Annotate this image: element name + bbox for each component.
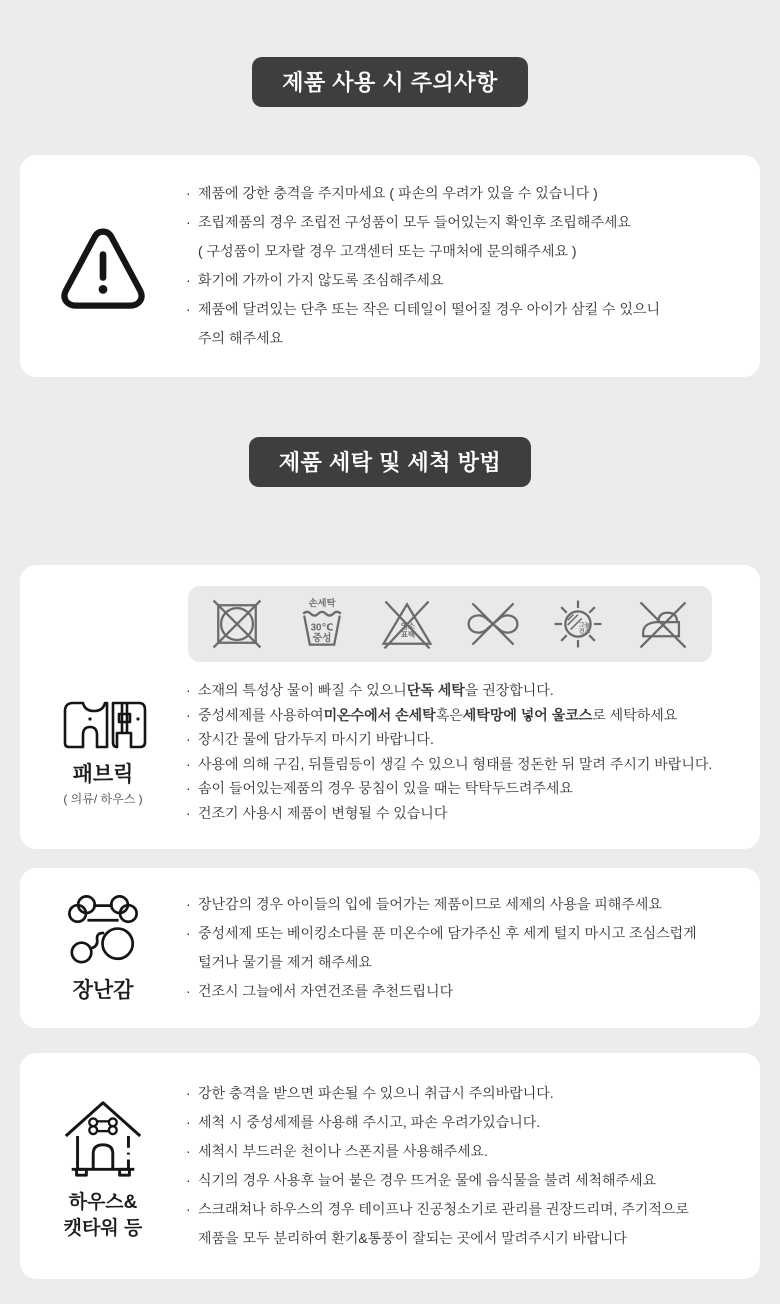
toy-bullet-list <box>186 890 760 1006</box>
hand-wash-temp-label: 30℃ <box>310 622 334 634</box>
bullet-item: · 소재의 특성상 물이 빠질 수 있으니 단독 세탁 을 권장합니다. <box>186 682 554 698</box>
house-icon <box>56 1091 150 1183</box>
bullet-item: · 제품에 달려있는 단추 또는 작은 디테일이 떨어질 경우 아이가 삼킬 수 있으니 주의 해주세요 <box>186 301 661 346</box>
bullet-item: · 중성세제 또는 베이킹소다를 푼 미온수에 담가주신 후 세게 털지 마시고 조심스럽게 털거나 물기를 제거 해주세요 <box>186 925 697 970</box>
house-label-line1: 하우스& <box>68 1191 138 1213</box>
house-icon-col <box>20 1091 186 1242</box>
fabric-row <box>20 678 760 825</box>
fabric-icon-col <box>20 697 186 807</box>
hand-wash-30-icon <box>292 594 352 654</box>
bullet-item: · 사용에 의해 구김, 뒤틀림등이 생길 수 있으니 형태를 정돈한 뒤 말려 주시기 바랍니다. <box>186 755 713 772</box>
house-bullet-list <box>186 1079 760 1253</box>
bullet-item: · 솜이 들어있는제품의 경우 뭉침이 있을 때는 탁탁두드려주세요 <box>186 780 573 796</box>
bullet-item: · 장난감의 경우 아이들의 입에 들어가는 제품이므로 세제의 사용을 피해주세요 <box>186 896 662 912</box>
washing-card <box>20 565 760 849</box>
no-tumble-dry-icon <box>207 594 267 654</box>
house-label-line2: 캣타워 등 <box>63 1217 143 1239</box>
fabric-clothes-icon <box>57 697 149 753</box>
shade-dry-label-1: 그늘 <box>578 621 591 629</box>
no-bleach-label-1: 염소 <box>401 621 416 631</box>
bullet-item: · 장시간 물에 담가두지 마시기 바랍니다. <box>186 731 434 747</box>
washing-header-badge: 제품 세탁 및 세척 방법 <box>249 437 531 487</box>
bullet-item: · 식기의 경우 사용후 늘어 붙은 경우 뜨거운 물에 음식물을 불려 세척해주세요 <box>186 1172 657 1188</box>
no-wring-icon <box>463 594 523 654</box>
bullet-item: · 조립제품의 경우 조립전 구성품이 모두 들어있는지 확인후 조립해주세요 ( 구성품이 모자랄 경우 고객센터 또는 구매처에 문의해주세요 ) <box>186 214 631 259</box>
bullet-item: · 건조기 사용시 제품이 변형될 수 있습니다 <box>186 804 448 821</box>
no-iron-icon <box>633 594 693 654</box>
usage-icon-col <box>20 223 186 309</box>
fabric-bullet-list <box>186 678 760 825</box>
bullet-item: · 중성세제를 사용하여 미온수에서 손세탁 혹은 세탁망에 넣어 울코스 로 세탁하세요 <box>186 706 678 723</box>
usage-bullet-list <box>186 179 760 353</box>
fabric-label: 패브릭 <box>72 762 134 786</box>
bullet-item: · 화기에 가까이 가지 않도록 조심해주세요 <box>186 272 444 288</box>
care-symbol-strip <box>188 586 712 662</box>
hand-wash-neutral-label: 중성 <box>312 632 332 644</box>
toy-card <box>20 868 760 1028</box>
no-bleach-icon <box>377 594 437 654</box>
toy-label: 장난감 <box>72 978 134 1002</box>
hand-wash-top-label: 손세탁 <box>308 598 336 609</box>
warning-icon <box>55 223 151 309</box>
bullet-item: · 세척 시 중성세제를 사용해 주시고, 파손 우려가있습니다. <box>186 1114 541 1130</box>
toy-icon-col <box>20 893 186 1004</box>
shade-dry-icon <box>548 594 608 654</box>
bullet-item: · 세척시 부드러운 천이나 스폰지를 사용해주세요. <box>186 1143 488 1159</box>
usage-card <box>20 155 760 377</box>
bullet-item: · 건조시 그늘에서 자연건조를 추천드립니다 <box>186 983 454 999</box>
toy-bone-ball-icon <box>58 893 148 969</box>
no-bleach-label-2: 표백 <box>401 630 416 640</box>
bullet-item: · 스크래쳐나 하우스의 경우 테이프나 진공청소기로 관리를 권장드리며, 주기적으로 제품을 모두 분리하여 환기&통풍이 잘되는 곳에서 말려주시기 바랍니다 <box>186 1201 689 1246</box>
usage-header-badge: 제품 사용 시 주의사항 <box>252 57 528 107</box>
bullet-item: · 제품에 강한 충격을 주지마세요 ( 파손의 우려가 있을 수 있습니다 ) <box>186 185 598 201</box>
shade-dry-label-2: 건조 <box>578 628 591 636</box>
bullet-item: · 강한 충격을 받으면 파손될 수 있으니 취급시 주의바랍니다. <box>186 1085 554 1101</box>
house-card <box>20 1053 760 1279</box>
fabric-sublabel: ( 의류/ 하우스 ) <box>63 791 143 806</box>
